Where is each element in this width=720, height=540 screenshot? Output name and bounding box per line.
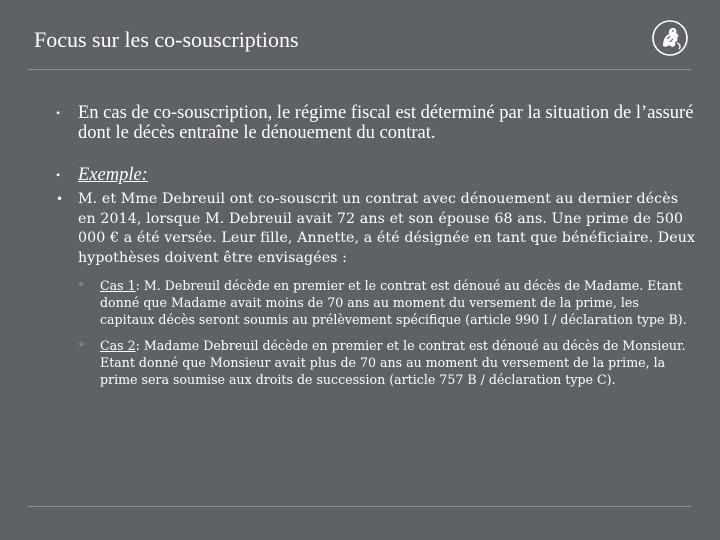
bullet-glyph: •	[56, 168, 61, 182]
slide-body	[56, 103, 696, 388]
sub-bullet-item	[56, 337, 696, 388]
case-text: : Madame Debreuil décède en premier et le contrat est dénoué au décès de Monsieur. Etant donné que Monsieur avait plus de 70 ans au moment du versement de la prime, la prime sera soumise aux droits de succession (article 757 B / déclaration type C).	[100, 338, 686, 387]
bullet-item	[56, 190, 696, 268]
sub-bullet-glyph: ◦	[78, 338, 85, 351]
sub-bullet-item	[56, 277, 696, 328]
bullet-item	[56, 165, 696, 185]
title-divider	[28, 69, 691, 70]
sub-bullet-glyph: ◦	[78, 278, 85, 291]
case-label: Cas 1	[100, 278, 136, 293]
slide-title: Focus sur les co-souscriptions	[34, 27, 299, 52]
bullet-text: En cas de co-souscription, le régime fiscal est déterminé par la situation de l’assuré dont le décès entraîne le dénouement du contrat.	[78, 103, 694, 143]
example-heading: Exemple:	[78, 165, 148, 185]
example-description: M. et Mme Debreuil ont co-souscrit un contrat avec dénouement au dernier décès en 2014, lorsque M. Debreuil avait 72 ans et son épouse 68 ans. Une prime de 500 000 € a été versée. Leur fille, Annette, a été désignée en tant que bénéficiaire. Deux hypothèses doivent être envisagées :	[78, 191, 696, 266]
footer-divider	[28, 506, 691, 507]
bullet-item	[56, 103, 696, 143]
bullet-glyph: •	[56, 106, 61, 120]
bullet-glyph: •	[56, 192, 64, 206]
case-text: : M. Debreuil décède en premier et le contrat est dénoué au décès de Madame. Etant donné que Madame avait moins de 70 ans au moment du versement de la prime, les capitaux décès seront soumis au prélèvement spécifique (article 990 I / déclaration type B).	[100, 278, 687, 327]
lion-crest-icon	[651, 19, 689, 57]
case-label: Cas 2	[100, 338, 136, 353]
